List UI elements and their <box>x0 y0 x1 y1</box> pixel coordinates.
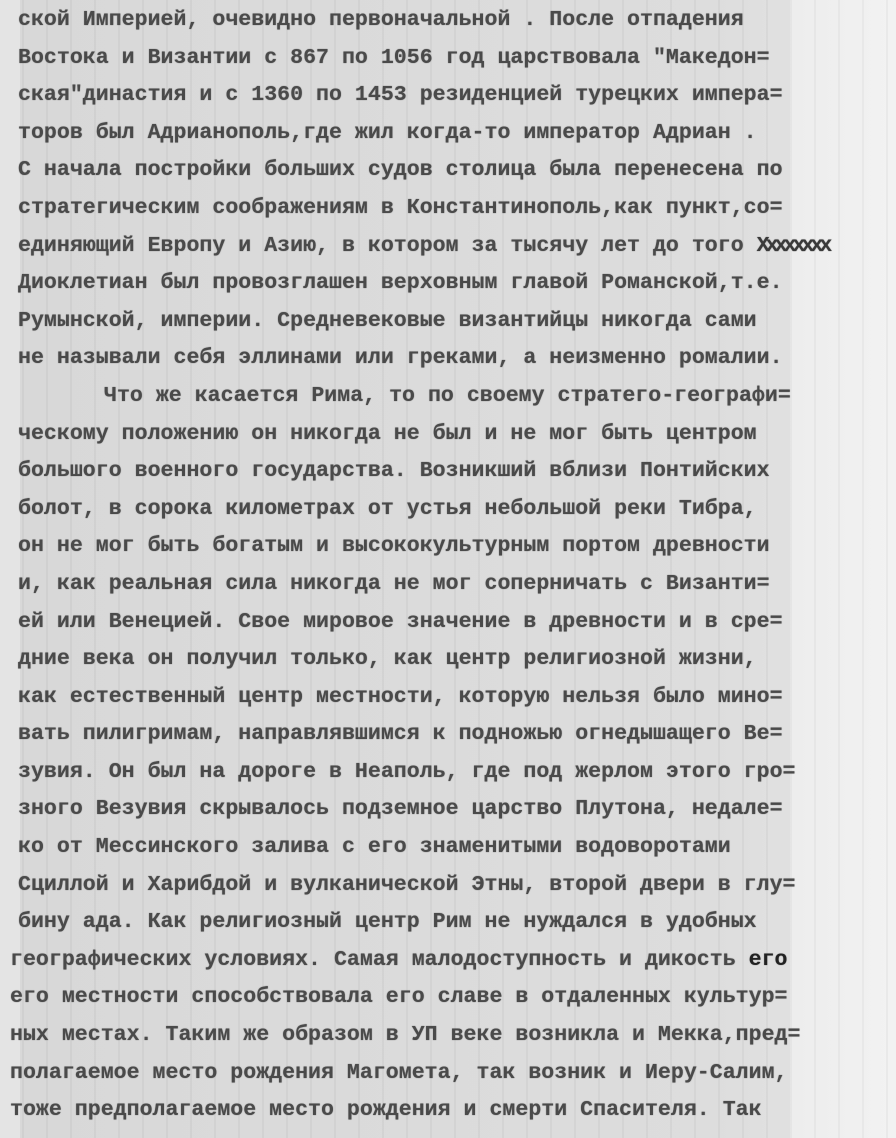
text-line: торов был Адрианополь,где жил когда-то император Адриан . <box>18 120 757 145</box>
text-line: не называли себя эллинами или греками, а неизменно ромалии. <box>18 346 783 371</box>
text-line: Сциллой и Харибдой и вулканической Этны, второй двери в глу= <box>18 872 796 897</box>
text-line: и, как реальная сила никогда не мог соперничать с Византи= <box>18 571 770 596</box>
text-line: ской Империей, очевидно первоначальной . После отпадения <box>18 8 744 32</box>
text-line: тоже предполагаемое место рождения и смерти Спасителя. Так <box>10 1098 762 1123</box>
text-line: дние века он получил только, как центр религиозной жизни, <box>18 647 757 672</box>
text-line: зувия. Он был на дороге в Неаполь, где под жерлом этого гро= <box>18 759 796 784</box>
text-segment: географических условиях. Самая малодоступность и дикость <box>10 947 736 972</box>
text-line: Востока и Византии с 867 по 1056 год царствовала "Македон= <box>18 45 770 70</box>
text-line: стратегическим соображениям в Константинополь,как пункт,со= <box>18 195 783 220</box>
text-line: большого военного государства. Возникший вблизи Понтийских <box>18 459 770 484</box>
text-line: ская"династия и с 1360 по 1453 резиденцией турецких импера= <box>18 83 783 108</box>
text-line: он не мог быть богатым и высококультурным портом древности <box>18 534 770 559</box>
text-line: Диоклетиан был провозглашен верховным главой Романской,т.е. <box>18 271 783 296</box>
text-line: ных местах. Таким же образом в УП веке возникла и Мекка,пред= <box>10 1023 801 1048</box>
text-line: ко от Мессинского залива с его знаменитыми водоворотами <box>18 835 731 860</box>
typewritten-text <box>0 2 896 1130</box>
text-line: его местности способствовала его славе в отдаленных культур= <box>10 985 788 1010</box>
text-line: бину ада. Как религиозный центр Рим не нуждался в удобных <box>18 910 757 935</box>
text-line: полагаемое место рождения Магомета, так возник и Иеру-Салим, <box>10 1060 788 1085</box>
text-line: С начала постройки больших судов столица была перенесена по <box>18 158 783 183</box>
text-line: болот, в сорока километрах от устья небольшой реки Тибра, <box>18 496 757 521</box>
text-line: как естественный центр местности, которую нельзя было мино= <box>18 684 783 709</box>
struck-out-text: Хххххххх <box>756 233 829 258</box>
text-line: вать пилигримам, направлявшимся к подножью огнедышащего Ве= <box>18 722 783 747</box>
text-line: ей или Венецией. Свое мировое значение в древности и в сре= <box>18 609 783 634</box>
blotted-text: его <box>748 947 788 972</box>
text-line-with-strikeout <box>0 228 896 266</box>
text-line: зного Везувия скрывалось подземное царство Плутона, недале= <box>18 797 783 822</box>
paragraph-start-line: Что же касается Рима, то по своему стратего-географи= <box>104 383 791 408</box>
text-line: ческому положению он никогда не был и не мог быть центром <box>18 421 757 446</box>
text-segment: единяющий Европу и Азию, в котором за тысячу лет до того <box>18 233 744 258</box>
text-line: Румынской, империи. Средневековые византийцы никогда сами <box>18 308 757 333</box>
text-line-with-blot <box>0 942 896 980</box>
